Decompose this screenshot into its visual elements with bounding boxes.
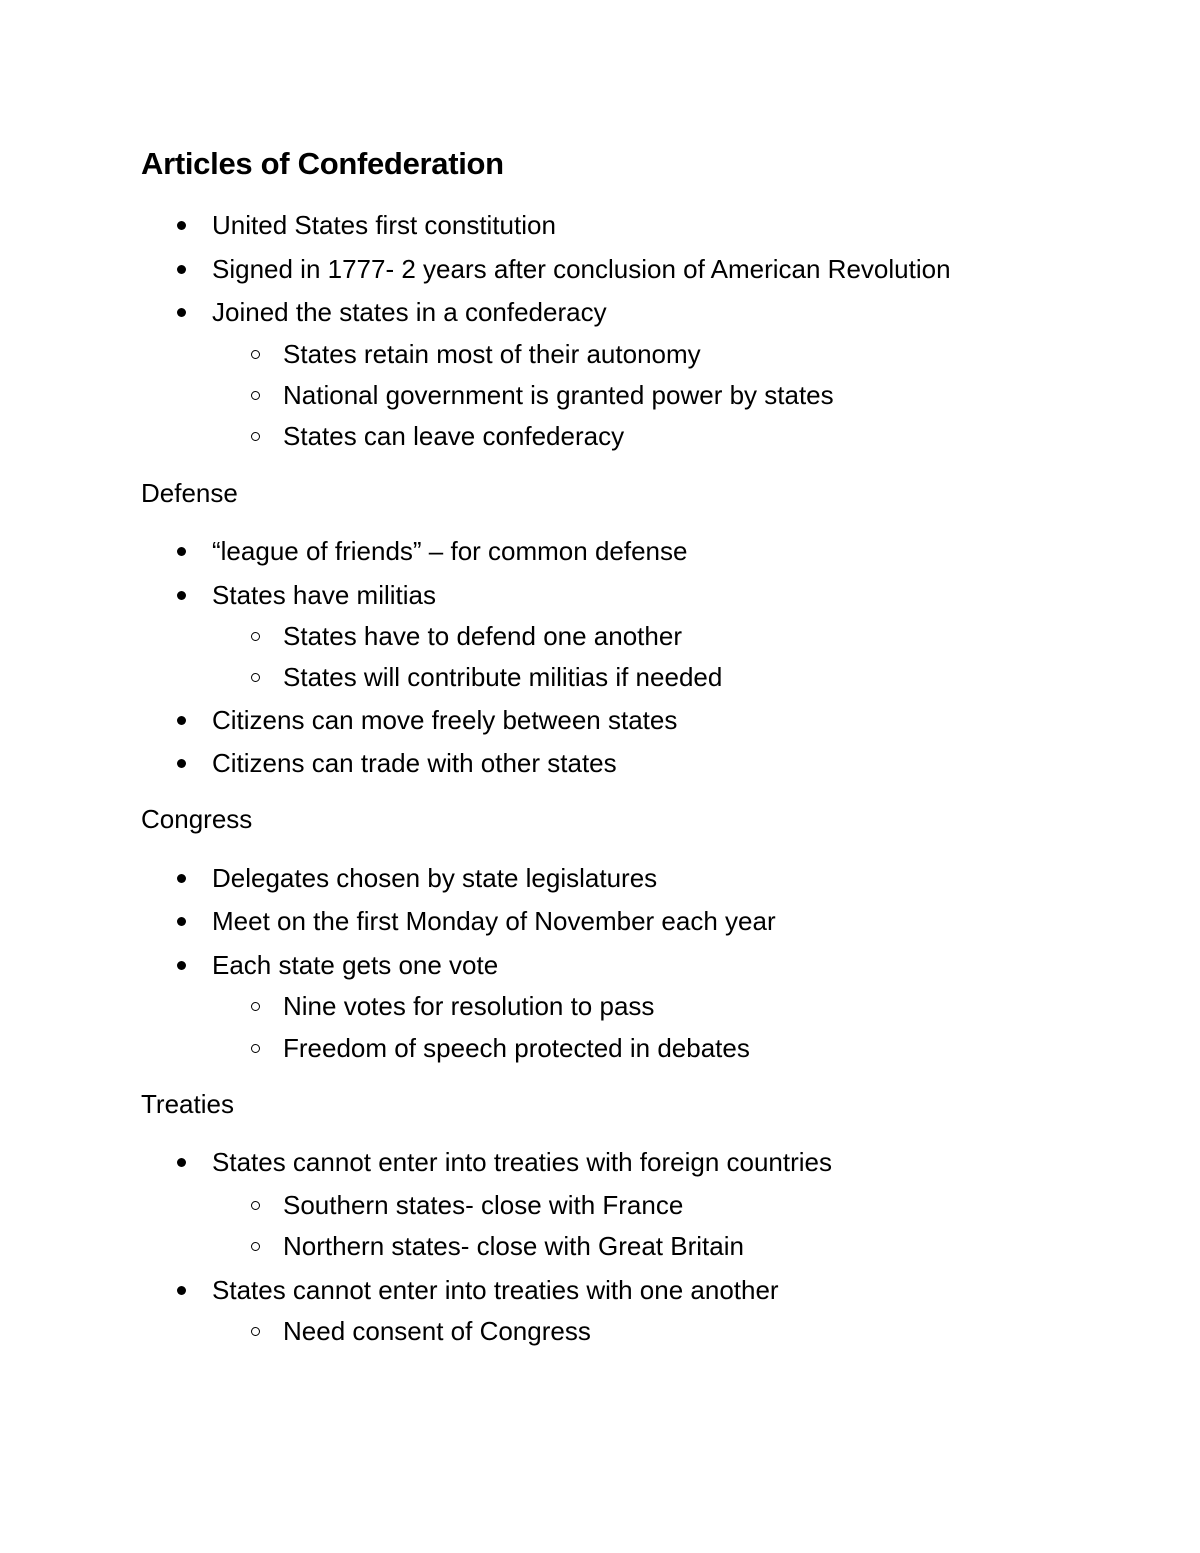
list-item: States cannot enter into treaties with foreign countries: [212, 1147, 833, 1177]
bullet-icon: [177, 221, 186, 230]
section-heading-defense: Defense: [141, 478, 238, 508]
circle-bullet-icon: [251, 632, 260, 641]
list-item: States cannot enter into treaties with one another: [212, 1275, 779, 1305]
list-item: “league of friends” – for common defense: [212, 536, 688, 566]
circle-bullet-icon: [251, 350, 260, 359]
circle-bullet-icon: [251, 432, 260, 441]
section-heading-congress: Congress: [141, 804, 253, 834]
list-item: Meet on the first Monday of November each year: [212, 906, 776, 936]
bullet-icon: [177, 917, 186, 926]
circle-bullet-icon: [251, 1044, 260, 1053]
bullet-icon: [177, 961, 186, 970]
sub-list-item: Nine votes for resolution to pass: [283, 991, 655, 1021]
list-item: Signed in 1777- 2 years after conclusion of American Revolution: [212, 254, 951, 284]
sub-list-item: National government is granted power by states: [283, 380, 834, 410]
circle-bullet-icon: [251, 391, 260, 400]
circle-bullet-icon: [251, 1002, 260, 1011]
bullet-icon: [177, 265, 186, 274]
sub-list-item: Need consent of Congress: [283, 1316, 591, 1346]
sub-list-item: States retain most of their autonomy: [283, 339, 701, 369]
sub-list-item: Northern states- close with Great Britain: [283, 1231, 744, 1261]
circle-bullet-icon: [251, 1201, 260, 1210]
bullet-icon: [177, 547, 186, 556]
sub-list-item: States will contribute militias if needed: [283, 662, 723, 692]
sub-list-item: Freedom of speech protected in debates: [283, 1033, 750, 1063]
list-item: Joined the states in a confederacy: [212, 297, 607, 327]
list-item: Delegates chosen by state legislatures: [212, 863, 658, 893]
sub-list-item: Southern states- close with France: [283, 1190, 684, 1220]
sub-list-item: States can leave confederacy: [283, 421, 625, 451]
circle-bullet-icon: [251, 1327, 260, 1336]
page-title: Articles of Confederation: [141, 146, 504, 181]
list-item: States have militias: [212, 580, 436, 610]
list-item: United States first constitution: [212, 210, 556, 240]
bullet-icon: [177, 759, 186, 768]
bullet-icon: [177, 874, 186, 883]
sub-list-item: States have to defend one another: [283, 621, 682, 651]
bullet-icon: [177, 308, 186, 317]
bullet-icon: [177, 1158, 186, 1167]
circle-bullet-icon: [251, 1242, 260, 1251]
circle-bullet-icon: [251, 673, 260, 682]
section-heading-treaties: Treaties: [141, 1089, 234, 1119]
list-item: Citizens can trade with other states: [212, 748, 617, 778]
list-item: Each state gets one vote: [212, 950, 499, 980]
list-item: Citizens can move freely between states: [212, 705, 678, 735]
bullet-icon: [177, 591, 186, 600]
bullet-icon: [177, 1286, 186, 1295]
bullet-icon: [177, 716, 186, 725]
